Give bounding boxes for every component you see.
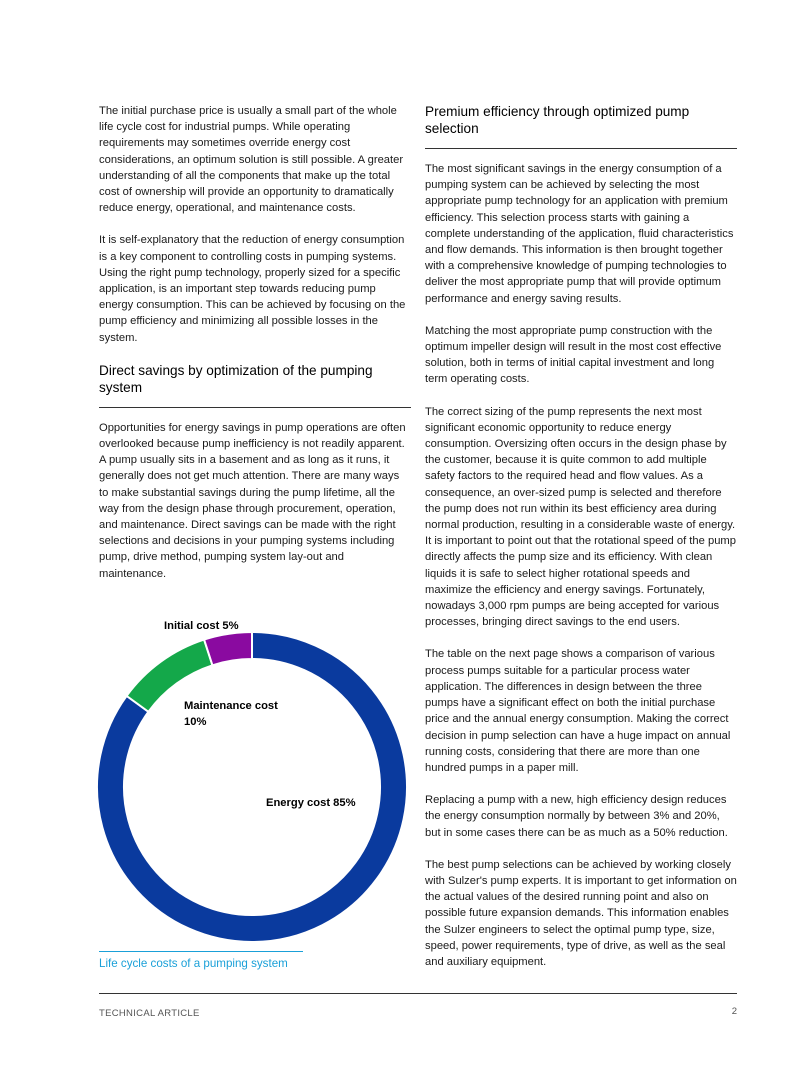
life-cycle-cost-donut-chart [97, 620, 407, 945]
section-heading-direct-savings: Direct savings by optimization of the pumping system [99, 362, 373, 395]
left-column [99, 103, 411, 598]
slice-label-initial-cost: Initial cost 5% [164, 620, 239, 632]
page-number: 2 [731, 1006, 737, 1017]
premium-paragraph-2: Matching the most appropriate pump construction with the optimum impeller design will result in the most cost effective solution, both in terms of initial capital investment and long term operating costs. [425, 324, 722, 386]
premium-paragraph-6: The best pump selections can be achieved by working closely with Sulzer's pump experts. It is important to get information on the actual values of the desired running point and also on possible future expansion demands. This information enables the Sulzer engineers to select the optimal pump type, size, speed, power requirements, type of drive, as well as the seal and auxiliary equipment. [425, 858, 737, 968]
caption-rule [99, 951, 303, 952]
section-heading-block [99, 362, 411, 408]
section-heading-block [425, 103, 737, 149]
intro-paragraph-1: The initial purchase price is usually a small part of the whole life cycle cost for industrial pumps. While operating requirements may sometimes override energy cost considerations, an optimum solution is still possible. A greater understanding of all the components that make up the total cost of ownership will provide an opportunity to dramatically reduce energy, operational, and maintenance costs. [99, 105, 404, 215]
premium-paragraph-1: The most significant savings in the energy consumption of a pumping system can be achieved by selecting the most appropriate pump technology for an application with premium efficiency. This selection process starts with gaining a complete understanding of the application, fluid characteristics and flow demands. This information is then brought together with a comprehensive knowledge of pumping technologies to deliver the most appropriate pump that will provide optimum performance and energy saving results. [425, 163, 734, 305]
premium-paragraph-3: The correct sizing of the pump represents the next most significant economic opportunity to reduce energy consumption. Oversizing often occurs in the design phase by the customer, because it is quite common to add multiple safety factors to the required head and flow values. As a consequence, an over-sized pump is selected and therefore the pump does not run within its best efficiency area during normal production, resulting in a considerable waste of energy. It is important to point out that the rotational speed of the pump directly affects the pump size and its efficiency. With clean liquids it is safe to select higher rotational speeds and maximize the efficiency and energy savings. Fortunately, nowadays 3,000 rpm pumps are being accepted for various processes, bringing direct savings to the end users. [425, 405, 736, 629]
footer-label: TECHNICAL ARTICLE [99, 1008, 200, 1019]
section-heading-premium-efficiency: Premium efficiency through optimized pump selection [425, 104, 690, 136]
premium-paragraph-5: Replacing a pump with a new, high efficiency design reduces the energy consumption normally by between 3% and 20%, but in some cases there can be as much as a 50% reduction. [425, 794, 728, 839]
direct-savings-paragraph: Opportunities for energy savings in pump operations are often overlooked because pump inefficiency is not readily apparent. A pump usually sits in a basement and as long as it runs, it generally does not get much attention. There are many ways to make substantial savings during the pump lifetime, all the way from the design phase through procurement, operation, and maintenance. Direct savings can be made with the right selections and decisions in your pumping systems including pump, drive method, pumping system lay-out and maintenance. [99, 421, 406, 580]
chart-caption: Life cycle costs of a pumping system [99, 957, 288, 970]
donut-chart-svg [97, 620, 407, 945]
intro-paragraph-2: It is self-explanatory that the reduction of energy consumption is a key component to controlling costs in pumping systems. Using the right pump technology, properly sized for a specific application, is an important step towards reducing pump energy consumption. This can be achieved by focusing on the pump efficiency and minimizing all possible losses in the system. [99, 234, 406, 344]
premium-paragraph-4: The table on the next page shows a comparison of various process pumps suitable for a particular process water application. The differences in design between the three pumps have a significant effect on both the initial purchase price and the annual energy consumption. Making the correct decision in pump selection can have a huge impact on annual running costs, considering that there are more than one hundred pumps in a paper mill. [425, 648, 731, 774]
right-column [425, 103, 737, 986]
footer-rule [99, 993, 737, 994]
slice-label-maintenance-cost: Maintenance cost 10% [184, 700, 278, 728]
slice-label-energy-cost: Energy cost 85% [266, 797, 356, 809]
slice-initial-cost [204, 632, 252, 665]
